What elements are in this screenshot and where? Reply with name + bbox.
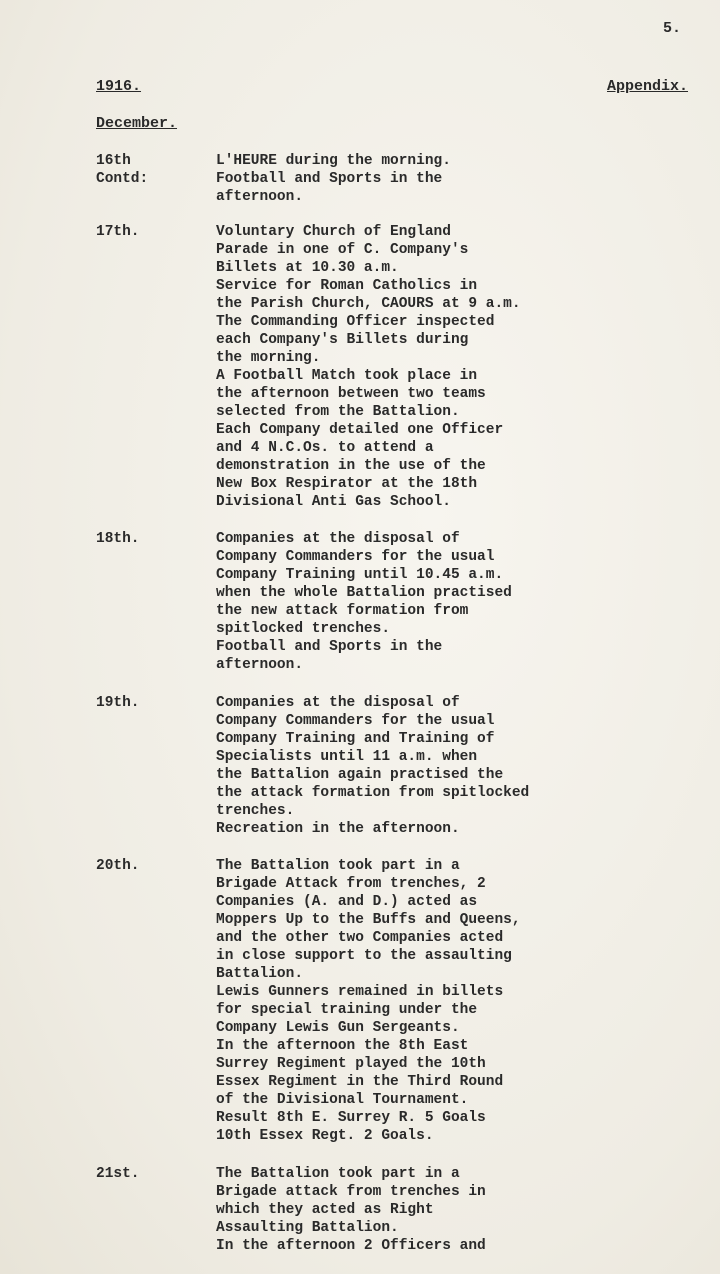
entry-date: 21st. bbox=[96, 1166, 140, 1182]
appendix-heading: Appendix. bbox=[607, 78, 689, 95]
entry-date: 17th. bbox=[96, 224, 140, 240]
entry-text: The Battalion took part in a Brigade attack from trenches in which they acted as Right Assaulting Battalion. In the afternoon 2 Officers and bbox=[216, 1166, 486, 1254]
month-heading: December. bbox=[96, 115, 178, 132]
entry-date: 19th. bbox=[96, 695, 140, 711]
year-heading: 1916. bbox=[96, 78, 142, 95]
entry-date: 16th Contd: bbox=[96, 153, 149, 187]
entry-date: 20th. bbox=[96, 858, 140, 874]
entry-text: L'HEURE during the morning. Football and Sports in the afternoon. bbox=[216, 153, 451, 205]
entry-text: Voluntary Church of England Parade in one of C. Company's Billets at 10.30 a.m. Service for Roman Catholics in the Parish Church, CAOURS at 9 a.m. The Commanding Officer inspected each Company's Billets during the morning. A Football Match took place in the afternoon between two teams selected from the Battalion. Each Company detailed one Officer and 4 N.C.Os. to attend a demonstration in the use of the New Box Respirator at the 18th Divisional Anti Gas School. bbox=[216, 224, 521, 510]
page-number: 5. bbox=[663, 20, 682, 37]
entry-date: 18th. bbox=[96, 531, 140, 547]
entry-text: Companies at the disposal of Company Commanders for the usual Company Training and Training of Specialists until 11 a.m. when the Battalion again practised the the attack formation from spitlocked trenches. Recreation in the afternoon. bbox=[216, 695, 530, 837]
entry-text: Companies at the disposal of Company Commanders for the usual Company Training until 10.45 a.m. when the whole Battalion practised the new attack formation from spitlocked trenches. Football and Sports in the afternoon. bbox=[216, 531, 512, 673]
entry-text: The Battalion took part in a Brigade Attack from trenches, 2 Companies (A. and D.) acted as Moppers Up to the Buffs and Queens, and the other two Companies acted in close support to the assaulting Battalion. Lewis Gunners remained in billets for special training under the Company Lewis Gun Sergeants. In the afternoon the 8th East Surrey Regiment played the 10th Essex Regiment in the Third Round of the Divisional Tournament. Result 8th E. Surrey R. 5 Goals 10th Essex Regt. 2 Goals. bbox=[216, 858, 521, 1144]
